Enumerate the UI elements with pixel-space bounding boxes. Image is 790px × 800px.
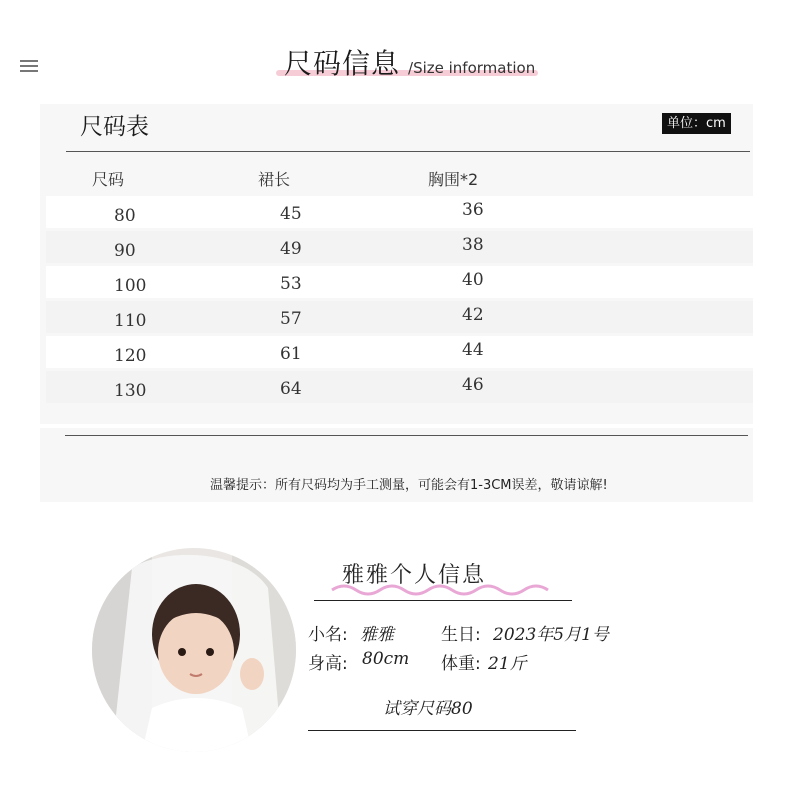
model-photo <box>92 548 296 752</box>
size-chart-title: 尺码表 <box>80 114 149 140</box>
cell-size: 80 <box>114 206 136 226</box>
nickname-value: 雅雅 <box>360 625 394 645</box>
cell-chest: 42 <box>462 305 484 325</box>
cell-length: 57 <box>280 309 302 329</box>
measurement-note: 温馨提示：所有尺码均为手工测量，可能会有1-3CM误差，敬请谅解! <box>210 478 608 493</box>
info-bottom-divider <box>308 730 576 731</box>
cell-size: 110 <box>114 311 147 331</box>
column-header-chest: 胸围*2 <box>428 170 479 189</box>
weight-value: 21斤 <box>488 654 527 674</box>
height-label: 身高: <box>308 654 348 674</box>
nickname-label: 小名: <box>308 625 348 645</box>
cell-length: 45 <box>280 204 302 224</box>
cell-length: 53 <box>280 274 302 294</box>
header-divider <box>66 151 750 152</box>
unit-badge: 单位：cm <box>662 113 731 134</box>
cell-length: 49 <box>280 239 302 259</box>
table-row <box>46 231 753 263</box>
cell-chest: 40 <box>462 270 484 290</box>
cell-chest: 44 <box>462 340 484 360</box>
size-chart-card <box>40 104 753 424</box>
table-row <box>46 371 753 403</box>
table-row <box>46 196 753 228</box>
weight-label: 体重: <box>441 654 481 674</box>
cell-size: 100 <box>114 276 147 296</box>
cell-size: 130 <box>114 381 147 401</box>
table-row <box>46 301 753 333</box>
cell-chest: 46 <box>462 375 484 395</box>
column-header-size: 尺码 <box>92 170 125 189</box>
cell-length: 61 <box>280 344 302 364</box>
menu-icon[interactable] <box>20 60 38 72</box>
height-value: 80cm <box>362 649 410 669</box>
info-title-divider <box>314 600 572 601</box>
cell-chest: 36 <box>462 200 484 220</box>
birthday-label: 生日: <box>441 625 481 645</box>
column-header-length: 裙长 <box>258 170 291 189</box>
cell-size: 120 <box>114 346 147 366</box>
birthday-value: 2023年5月1号 <box>493 625 609 645</box>
table-row <box>46 336 753 368</box>
table-row <box>46 266 753 298</box>
cell-size: 90 <box>114 241 136 261</box>
cell-chest: 38 <box>462 235 484 255</box>
page-title-en: /Size information <box>408 59 536 77</box>
note-card <box>40 428 753 502</box>
trial-size-note: 试穿尺码80 <box>383 699 473 719</box>
page-title <box>284 42 535 78</box>
page-title-cn: 尺码信息 <box>284 47 401 80</box>
title-wave-decoration <box>330 578 552 598</box>
cell-length: 64 <box>280 379 302 399</box>
note-divider <box>65 435 748 436</box>
model-info-title: 雅雅个人信息 <box>342 563 487 588</box>
